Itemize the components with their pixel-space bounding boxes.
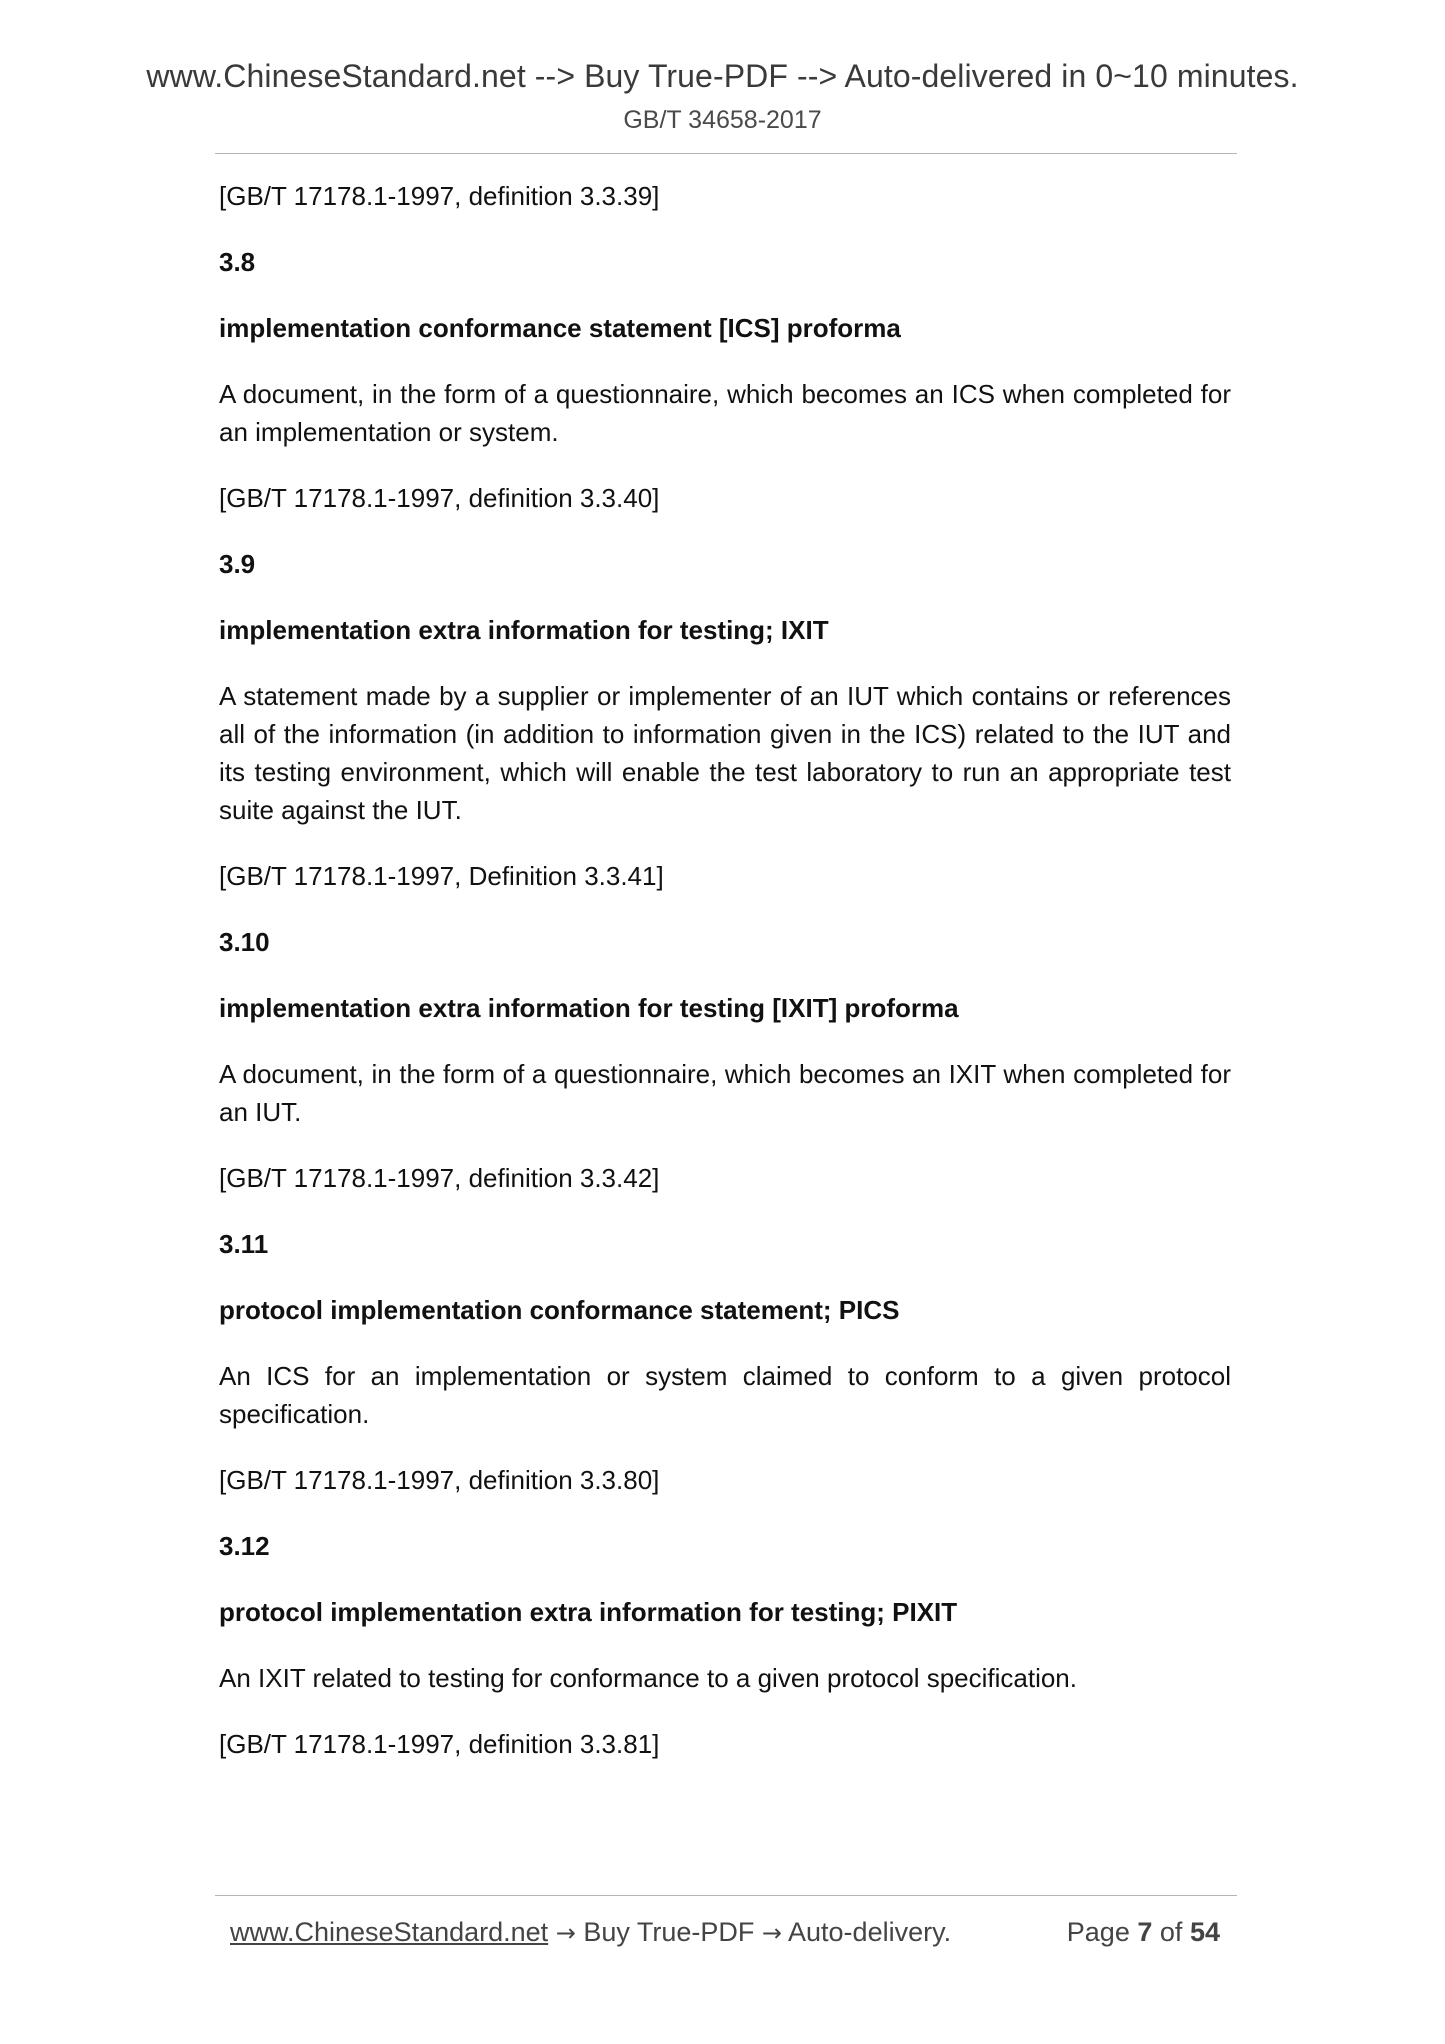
header-banner: www.ChineseStandard.net --> Buy True-PDF --> Auto-delivered in 0~10 minutes. [146, 58, 1299, 94]
term-3-11: protocol implementation conformance statement; PICS [219, 1295, 900, 1325]
total-pages-number: 54 [1189, 1917, 1220, 1947]
page-content [219, 177, 1231, 1791]
term-3-10: implementation extra information for testing [IXIT] proforma [219, 993, 959, 1023]
auto-delivery-text: Auto-delivery. [788, 1917, 952, 1947]
reference-3-9: [GB/T 17178.1-1997, Definition 3.3.41] [219, 861, 664, 891]
clause-number-3-10: 3.10 [219, 927, 270, 957]
current-page-number: 7 [1137, 1917, 1153, 1947]
clause-number-3-8: 3.8 [219, 247, 256, 277]
right-arrow-icon: → [761, 1919, 782, 1947]
buy-pdf-text: Buy True-PDF [583, 1917, 755, 1947]
footer-promo [230, 1912, 951, 1953]
page-indicator [1067, 1912, 1220, 1952]
reference-3-11: [GB/T 17178.1-1997, definition 3.3.80] [219, 1465, 660, 1495]
page-label: Page [1066, 1917, 1130, 1947]
page-of-label: of [1159, 1917, 1183, 1947]
term-3-12: protocol implementation extra information for testing; PIXIT [219, 1597, 958, 1627]
definition-3-9: A statement made by a supplier or implementer of an IUT which contains or references all of the information (in addition to information given in the ICS) related to the IUT and its testing environment, which will enable the test laboratory to run an appropriate test suite against the IUT. [219, 681, 1231, 825]
reference-3-7: [GB/T 17178.1-1997, definition 3.3.39] [219, 181, 660, 211]
document-number: GB/T 34658-2017 [623, 106, 822, 134]
page-footer [230, 1912, 1220, 1952]
clause-number-3-9: 3.9 [219, 549, 256, 579]
reference-3-8: [GB/T 17178.1-1997, definition 3.3.40] [219, 483, 660, 513]
definition-3-10: A document, in the form of a questionnaire, which becomes an IXIT when completed for an IUT. [219, 1059, 1231, 1127]
footer-divider [215, 1895, 1237, 1896]
definition-3-8: A document, in the form of a questionnaire, which becomes an ICS when completed for an implementation or system. [219, 379, 1231, 447]
definition-3-12: An IXIT related to testing for conformance to a given protocol specification. [219, 1663, 1077, 1693]
reference-3-12: [GB/T 17178.1-1997, definition 3.3.81] [219, 1729, 660, 1759]
definition-3-11: An ICS for an implementation or system claimed to conform to a given protocol specification. [219, 1361, 1231, 1429]
right-arrow-icon: → [555, 1919, 576, 1947]
term-3-8: implementation conformance statement [ICS] proforma [219, 313, 901, 343]
header-divider [215, 153, 1237, 154]
reference-3-10: [GB/T 17178.1-1997, definition 3.3.42] [219, 1163, 660, 1193]
website-link[interactable]: www.ChineseStandard.net [230, 1917, 549, 1947]
clause-number-3-11: 3.11 [219, 1229, 269, 1259]
term-3-9: implementation extra information for testing; IXIT [219, 615, 829, 645]
clause-number-3-12: 3.12 [219, 1531, 270, 1561]
